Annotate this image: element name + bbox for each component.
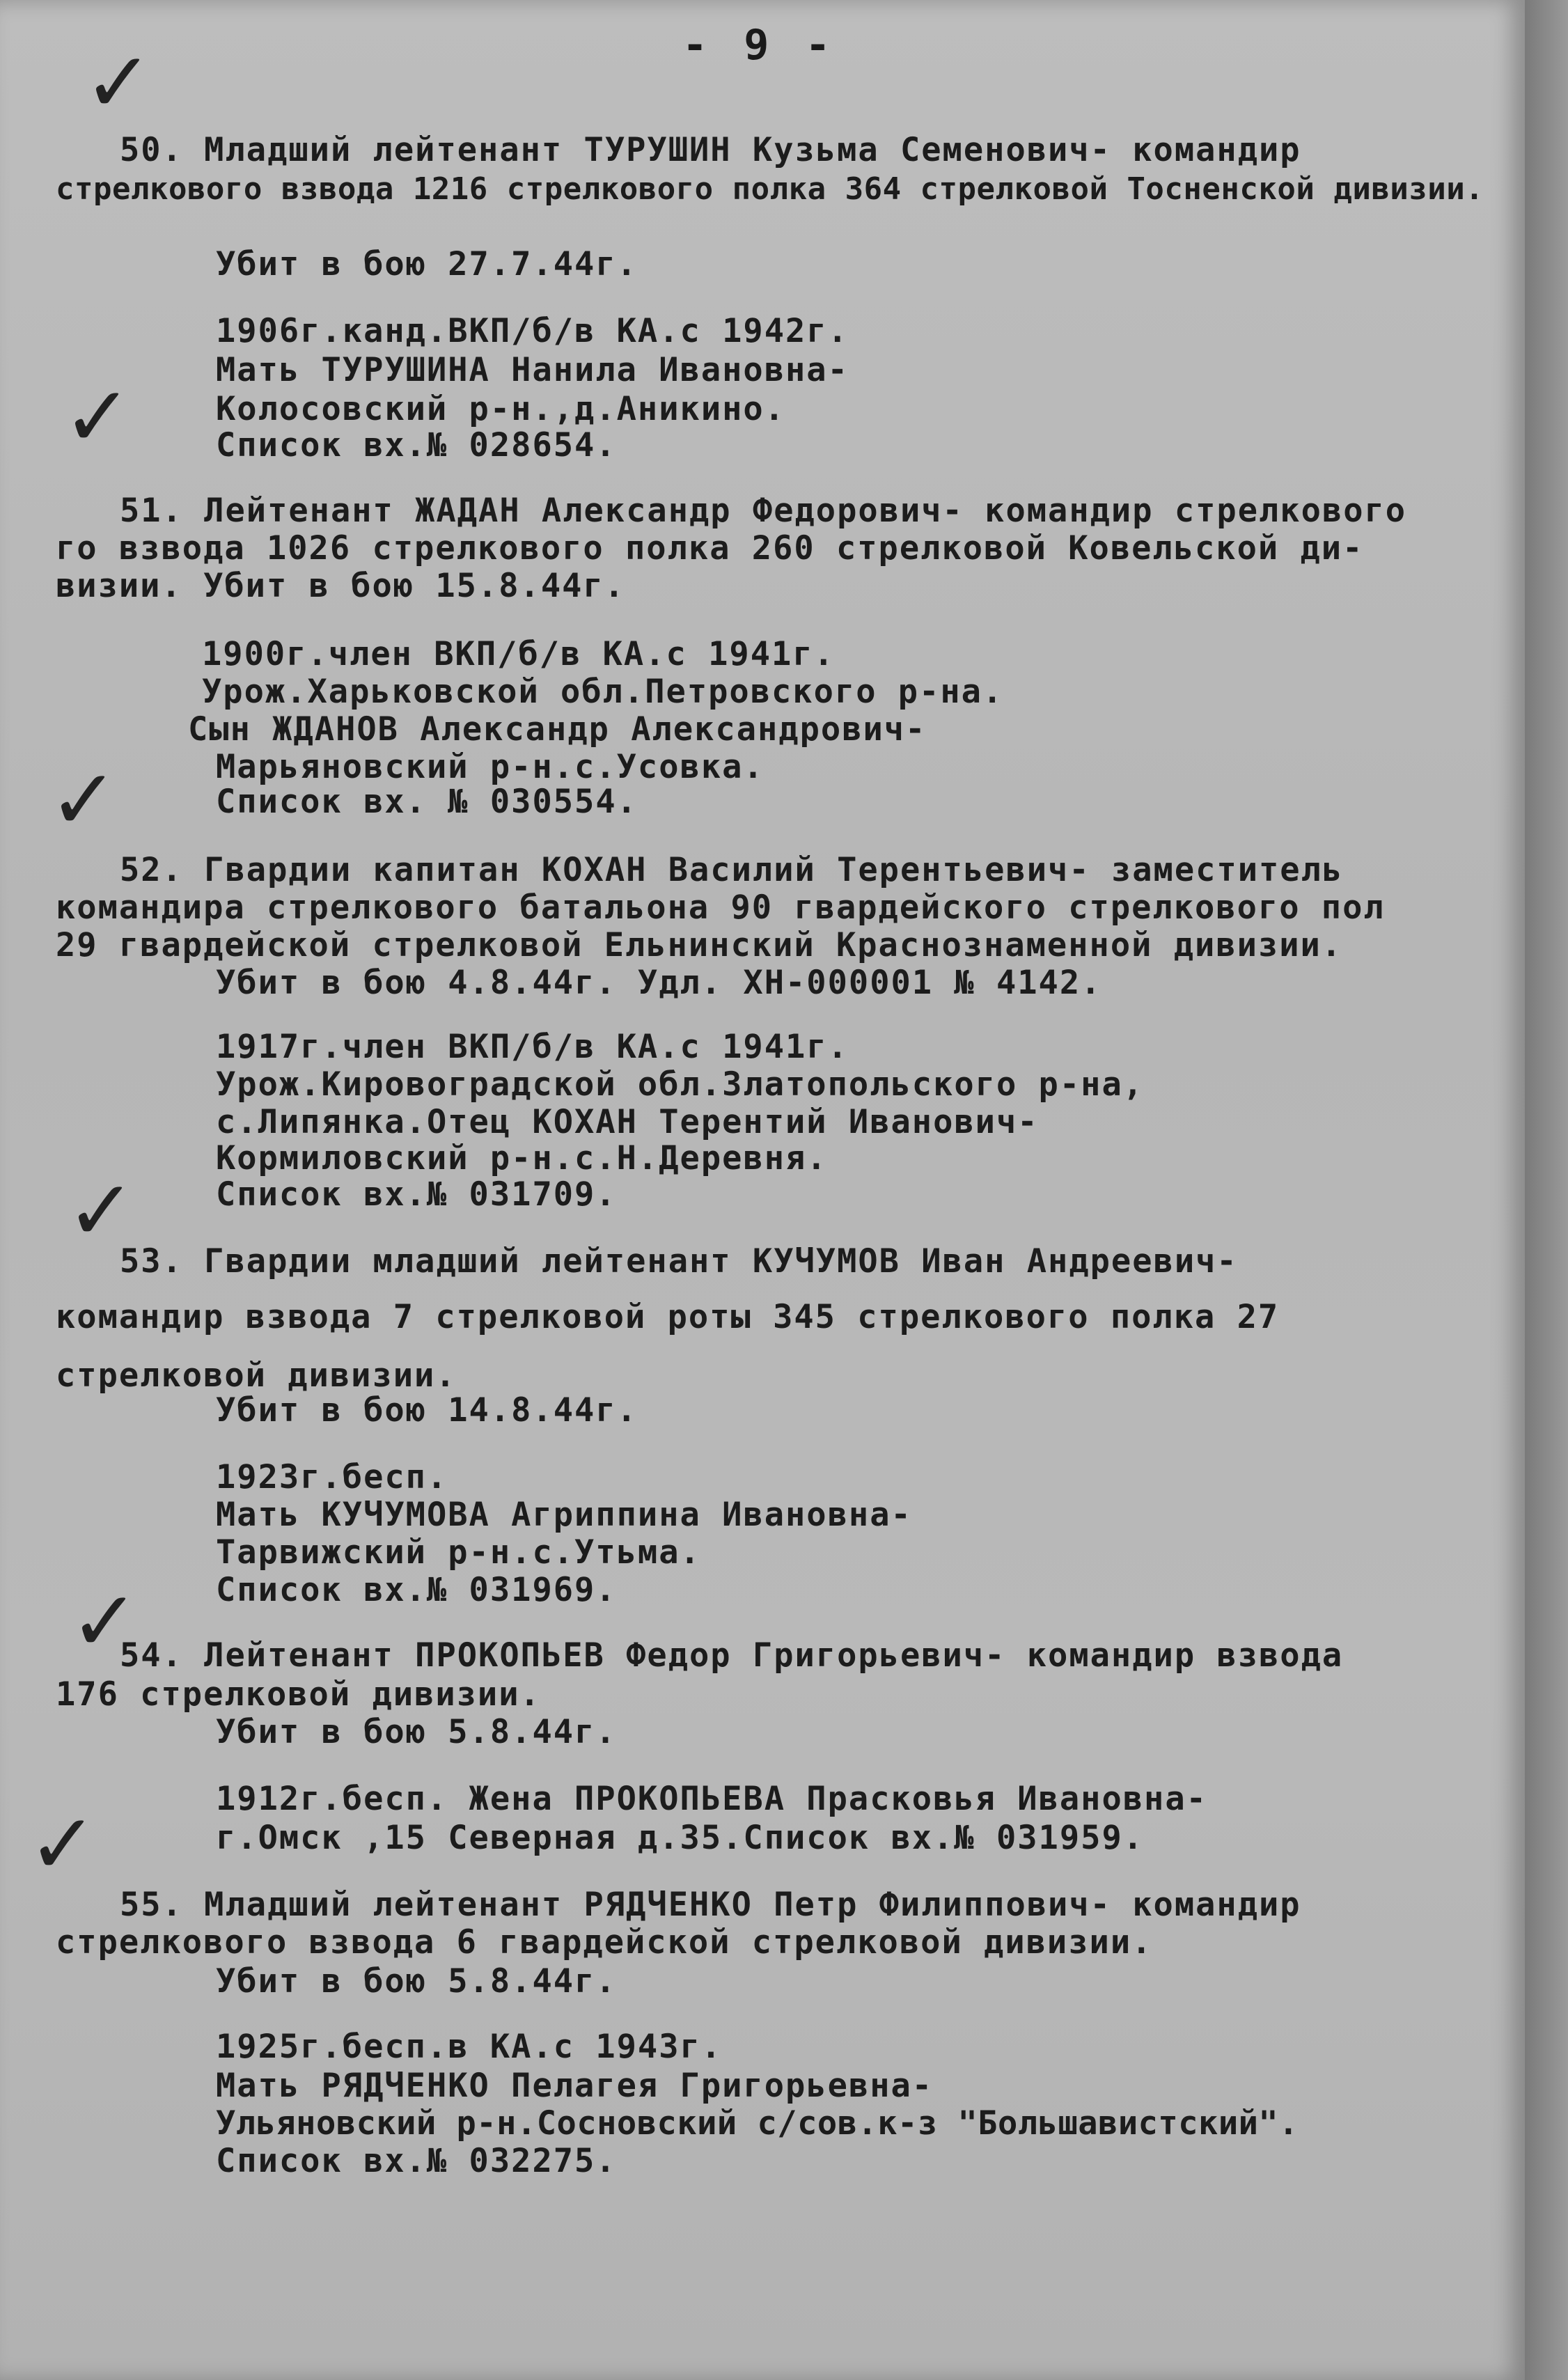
entry-54-line: г.Омск ,15 Северная д.35.Список вх.№ 031959. [216,1819,1145,1857]
entry-55-line: стрелкового взвода 6 гвардейской стрелковой дивизии. [56,1923,1153,1962]
entry-55-line: Убит в бою 5.8.44г. [216,1962,617,2001]
entry-54-line: 176 стрелковой дивизии. [56,1675,541,1714]
entry-52-line: Список вх.№ 031709. [216,1175,617,1214]
entry-52-line: 29 гвардейской стрелковой Ельнинский Краснознаменной дивизии. [56,926,1343,964]
entry-53-line: командир взвода 7 стрелковой роты 345 стрелкового полка 27 [56,1298,1280,1336]
check-mark: ✓ [63,369,133,466]
entry-53-line: 1923г.бесп. [216,1458,448,1496]
entry-55-line: 55. Младший лейтенант РЯДЧЕНКО Петр Филиппович- командир [120,1886,1301,1924]
entry-55-line: 1925г.бесп.в КА.с 1943г. [216,2028,723,2066]
entry-53-line: 53. Гвардии младший лейтенант КУЧУМОВ Иван Андреевич- [120,1242,1238,1281]
entry-51-line: Урож.Харьковской обл.Петровского р-на. [202,673,1004,711]
entry-50-line: Убит в бою 27.7.44г. [216,245,638,283]
check-mark: ✓ [49,752,119,849]
page-edge-shadow [1525,0,1568,2380]
entry-50-line: Мать ТУРУШИНА Нанила Ивановна- [216,351,849,389]
entry-53-line: Тарвижский р-н.с.Утьма. [216,1533,701,1572]
entry-55-line: Список вх.№ 032275. [216,2142,617,2180]
page-number: - 9 - [682,21,836,70]
entry-52-line: 52. Гвардии капитан КОХАН Василий Терентьевич- заместитель [120,851,1344,889]
entry-52-line: с.Липянка.Отец КОХАН Терентий Иванович- [216,1103,1039,1141]
entry-54-line: 1912г.бесп. Жена ПРОКОПЬЕВА Прасковья Ивановна- [216,1780,1207,1818]
entry-52-line: командира стрелкового батальона 90 гвардейского стрелкового пол [56,888,1385,927]
entry-53-line: стрелковой дивизии. [56,1356,457,1395]
entry-52-line: Убит в бою 4.8.44г. Удл. ХН-000001 № 4142. [216,964,1102,1002]
entry-50-line: Колосовский р-н.,д.Аникино. [216,390,786,428]
entry-51-line: Список вх. № 030554. [216,783,638,821]
entry-50-line: стрелкового взвода 1216 стрелкового полка 364 стрелковой Тосненской дивизии. [56,171,1484,207]
entry-50-line: 1906г.канд.ВКП/б/в КА.с 1942г. [216,312,849,350]
check-mark: ✓ [84,35,154,132]
entry-53-line: Список вх.№ 031969. [216,1571,617,1609]
check-mark: ✓ [70,1574,140,1670]
check-mark: ✓ [28,1796,98,1893]
entry-51-line: визии. Убит в бою 15.8.44г. [56,567,626,605]
entry-50-line: 50. Младший лейтенант ТУРУШИН Кузьма Семенович- командир [120,131,1301,169]
entry-52-line: Кормиловский р-н.с.Н.Деревня. [216,1139,828,1177]
entry-54-line: 54. Лейтенант ПРОКОПЬЕВ Федор Григорьевич- командир взвода [120,1636,1344,1675]
entry-51-line: 1900г.член ВКП/б/в КА.с 1941г. [202,635,835,673]
entry-55-line: Ульяновский р-н.Сосновский с/сов.к-з "Большавистский". [216,2104,1299,2143]
entry-51-line: Марьяновский р-н.с.Усовка. [216,748,765,786]
entry-50-line: Список вх.№ 028654. [216,426,617,464]
entry-55-line: Мать РЯДЧЕНКО Пелагея Григорьевна- [216,2067,934,2105]
entry-51-line: 51. Лейтенант ЖАДАН Александр Федорович- командир стрелкового [120,492,1407,530]
entry-52-line: 1917г.член ВКП/б/в КА.с 1941г. [216,1028,849,1066]
entry-51-line: Сын ЖДАНОВ Александр Александрович- [188,710,927,749]
check-mark: ✓ [66,1163,136,1260]
entry-52-line: Урож.Кировоградской обл.Златопольского р-на, [216,1065,1145,1104]
entry-53-line: Мать КУЧУМОВА Агриппина Ивановна- [216,1496,912,1534]
entry-53-line: Убит в бою 14.8.44г. [216,1391,638,1430]
entry-51-line: го взвода 1026 стрелкового полка 260 стрелковой Ковельской ди- [56,529,1364,567]
entry-54-line: Убит в бою 5.8.44г. [216,1713,617,1751]
